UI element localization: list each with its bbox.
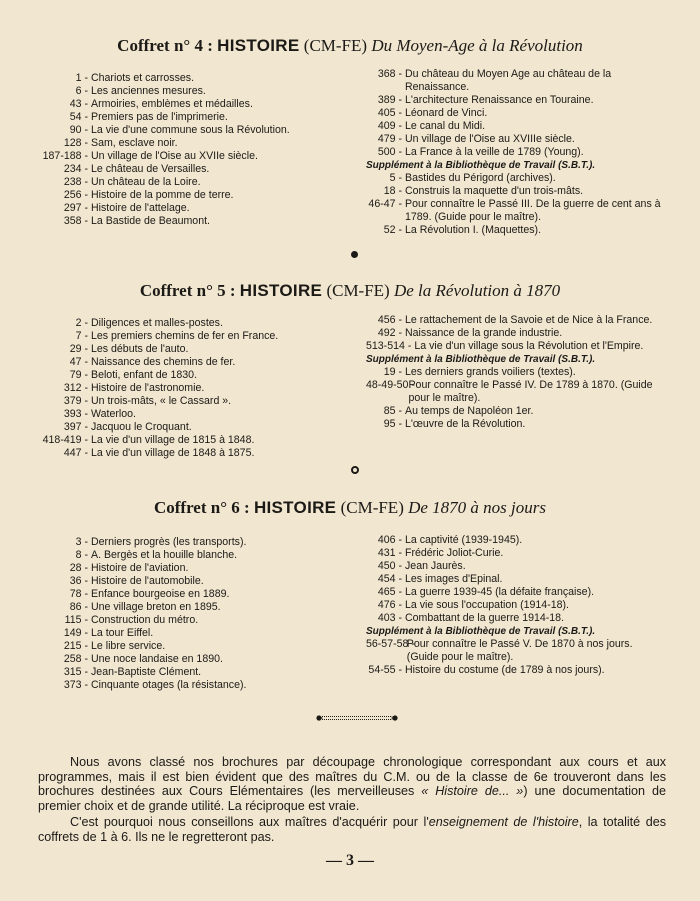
brochure-number: 500 -	[377, 146, 402, 158]
brochure-number: 215 -	[63, 640, 88, 652]
brochure-item	[366, 405, 666, 418]
brochure-number: 8 -	[75, 549, 88, 561]
brochure-number: 5 -	[389, 172, 402, 184]
brochure-number: 18 -	[383, 185, 402, 197]
paragraph-1-text: Nous avons classé nos brochures par découpage chronologique correspondant aux cours et aux programmes, mais il est bien évident que des maîtres du C.M. ou de la classe de 6e trouveront dans les brochures destinées aux Cours Elémentaires (les merveilleuses	[38, 755, 666, 799]
brochure-title: Combattant de la guerre 1914-18.	[405, 612, 565, 624]
brochure-item	[366, 599, 666, 612]
brochure-item	[366, 379, 666, 405]
brochure-number: 431 -	[377, 547, 402, 559]
brochure-title: Jacquou le Croquant.	[91, 421, 192, 433]
brochure-number: 3 -	[75, 536, 88, 548]
brochure-number: 1 -	[75, 72, 88, 84]
brochure-number: 54 -	[69, 111, 88, 123]
brochure-item	[42, 421, 332, 434]
supplement-label: Supplément à la Bibliothèque de Travail (S.B.T.).	[366, 354, 596, 365]
paragraph-1	[38, 755, 666, 813]
brochure-title: Bastides du Périgord (archives).	[405, 172, 556, 184]
brochure-item	[366, 327, 666, 340]
brochure-number: 389 -	[377, 94, 402, 106]
paragraph-2-text-end: , la totalité des coffrets de 1 à 6. Ils ne le regretteront pas.	[38, 815, 666, 844]
brochure-number: 28 -	[69, 562, 88, 574]
period-label: De 1870 à nos jours	[408, 498, 547, 517]
brochure-title: Un village de l'Oise au XVIIe siècle.	[91, 150, 258, 162]
supplement-heading	[366, 159, 666, 172]
brochure-item	[42, 202, 332, 215]
brochure-title: A. Bergès et la houille blanche.	[91, 549, 238, 561]
brochure-title: Pour connaître le Passé V. De 1870 à nos jours. (Guide pour le maître).	[406, 638, 633, 663]
brochure-item	[42, 150, 332, 163]
brochure-title: Histoire de l'automobile.	[91, 575, 204, 587]
brochure-item	[42, 382, 332, 395]
brochure-title: Le canal du Midi.	[405, 120, 486, 132]
brochure-item	[42, 98, 332, 111]
coffret-4-left-list	[42, 72, 332, 228]
brochure-number: 79 -	[69, 369, 88, 381]
section-bullet	[351, 251, 358, 258]
brochure-item	[42, 215, 332, 228]
ornament-divider	[316, 715, 398, 721]
brochure-number: 368 -	[377, 68, 402, 80]
paragraph-1-italic: « Histoire de... »	[421, 784, 524, 799]
brochure-number: 43 -	[69, 98, 88, 110]
subject-label: HISTOIRE	[253, 498, 337, 517]
brochure-number: 47 -	[69, 356, 88, 368]
brochure-title: La Révolution I. (Maquettes).	[405, 224, 542, 236]
brochure-number: 90 -	[69, 124, 88, 136]
brochure-number: 315 -	[63, 666, 88, 678]
brochure-title: Construis la maquette d'un trois-mâts.	[405, 185, 584, 197]
brochure-item	[366, 224, 666, 237]
brochure-title: La vie d'un village de 1815 à 1848.	[91, 434, 255, 446]
brochure-item	[42, 640, 332, 653]
brochure-title: Le rattachement de la Savoie et de Nice à la France.	[405, 314, 653, 326]
brochure-number: 36 -	[69, 575, 88, 587]
brochure-number: 54-55 -	[368, 664, 402, 676]
brochure-title: La captivité (1939-1945).	[405, 534, 523, 546]
brochure-number: 7 -	[75, 330, 88, 342]
brochure-item	[42, 614, 332, 627]
brochure-item	[42, 85, 332, 98]
brochure-item	[366, 68, 666, 94]
brochure-number: 476 -	[377, 599, 402, 611]
supplement-label: Supplément à la Bibliothèque de Travail (S.B.T.).	[366, 160, 596, 171]
brochure-item	[366, 340, 666, 353]
period-label: Du Moyen-Age à la Révolution	[371, 36, 583, 55]
brochure-item	[366, 107, 666, 120]
brochure-item	[42, 575, 332, 588]
brochure-title: Un village de l'Oise au XVIIIe siècle.	[405, 133, 575, 145]
brochure-number: 187-188 -	[42, 150, 88, 162]
coffret-6-heading	[0, 498, 700, 518]
brochure-title: L'œuvre de la Révolution.	[405, 418, 526, 430]
brochure-number: 56-57-58 -	[366, 638, 415, 650]
brochure-item	[366, 586, 666, 599]
brochure-item	[366, 664, 666, 677]
brochure-item	[42, 111, 332, 124]
brochure-item	[42, 395, 332, 408]
brochure-item	[366, 185, 666, 198]
brochure-number: 238 -	[63, 176, 88, 188]
brochure-number: 406 -	[377, 534, 402, 546]
coffret-5-left-list	[42, 317, 332, 460]
brochure-item	[366, 612, 666, 625]
brochure-number: 456 -	[377, 314, 402, 326]
brochure-title: Histoire du costume (de 1789 à nos jours).	[405, 664, 605, 676]
brochure-number: 358 -	[63, 215, 88, 227]
brochure-title: Derniers progrès (les transports).	[91, 536, 247, 548]
brochure-number: 297 -	[63, 202, 88, 214]
brochure-title: Histoire de la pomme de terre.	[91, 189, 234, 201]
brochure-number: 492 -	[377, 327, 402, 339]
brochure-title: Les images d'Epinal.	[405, 573, 503, 585]
coffret-4-right-list	[366, 68, 666, 237]
brochure-number: 450 -	[377, 560, 402, 572]
brochure-title: Du château du Moyen Age au château de la Renaissance.	[405, 68, 612, 93]
brochure-item	[42, 163, 332, 176]
brochure-item	[42, 549, 332, 562]
brochure-number: 447 -	[63, 447, 88, 459]
brochure-item	[42, 124, 332, 137]
brochure-number: 373 -	[63, 679, 88, 691]
brochure-item	[366, 120, 666, 133]
coffret-5-right-list	[366, 314, 666, 431]
brochure-title: Construction du métro.	[91, 614, 199, 626]
brochure-title: La vie d'un village de 1848 à 1875.	[91, 447, 255, 459]
brochure-item	[42, 317, 332, 330]
brochure-title: Le libre service.	[91, 640, 166, 652]
brochure-title: Premiers pas de l'imprimerie.	[91, 111, 228, 123]
brochure-item	[42, 189, 332, 202]
brochure-title: Histoire de l'attelage.	[91, 202, 190, 214]
brochure-number: 405 -	[377, 107, 402, 119]
brochure-title: Armoiries, emblèmes et médailles.	[91, 98, 253, 110]
paragraph-2-text: C'est pourquoi nous conseillons aux maîtres d'acquérir pour l'	[70, 815, 429, 829]
brochure-item	[366, 547, 666, 560]
brochure-item	[42, 343, 332, 356]
brochure-title: Histoire de l'aviation.	[91, 562, 189, 574]
coffret-label: Coffret n° 4 :	[117, 36, 213, 55]
brochure-number: 454 -	[377, 573, 402, 585]
brochure-number: 149 -	[63, 627, 88, 639]
brochure-item	[366, 133, 666, 146]
brochure-title: Les derniers grands voiliers (textes).	[405, 366, 576, 378]
brochure-item	[42, 536, 332, 549]
brochure-item	[42, 627, 332, 640]
brochure-number: 256 -	[63, 189, 88, 201]
brochure-number: 397 -	[63, 421, 88, 433]
brochure-number: 95 -	[383, 418, 402, 430]
brochure-number: 86 -	[69, 601, 88, 613]
page-number: — 3 —	[326, 852, 374, 869]
brochure-title: Sam, esclave noir.	[91, 137, 178, 149]
supplement-label: Supplément à la Bibliothèque de Travail (S.B.T.).	[366, 626, 596, 637]
brochure-title: Frédéric Joliot-Curie.	[405, 547, 504, 559]
brochure-number: 2 -	[75, 317, 88, 329]
brochure-item	[366, 314, 666, 327]
brochure-number: 312 -	[63, 382, 88, 394]
brochure-title: Chariots et carrosses.	[91, 72, 195, 84]
brochure-number: 379 -	[63, 395, 88, 407]
brochure-number: 403 -	[377, 612, 402, 624]
brochure-number: 29 -	[69, 343, 88, 355]
brochure-title: La vie d'un village sous la Révolution et l'Empire.	[414, 340, 644, 352]
subject-label: HISTOIRE	[217, 36, 300, 55]
brochure-title: Un château de la Loire.	[91, 176, 201, 188]
brochure-title: Les anciennes mesures.	[91, 85, 206, 97]
brochure-item	[42, 408, 332, 421]
brochure-number: 479 -	[377, 133, 402, 145]
brochure-title: Naissance de la grande industrie.	[405, 327, 563, 339]
brochure-title: Histoire de l'astronomie.	[91, 382, 205, 394]
brochure-title: La vie sous l'occupation (1914-18).	[405, 599, 569, 611]
brochure-number: 115 -	[64, 614, 88, 626]
period-label: De la Révolution à 1870	[393, 281, 561, 300]
brochure-item	[366, 573, 666, 586]
paragraph-1-text-end: ) une documentation de premier choix et de grande utilité. La réciproque est vraie.	[38, 784, 666, 813]
brochure-title: Waterloo.	[91, 408, 136, 420]
brochure-item	[42, 653, 332, 666]
brochure-title: L'architecture Renaissance en Touraine.	[405, 94, 594, 106]
brochure-title: Naissance des chemins de fer.	[91, 356, 236, 368]
brochure-item	[42, 176, 332, 189]
brochure-title: La Bastide de Beaumont.	[91, 215, 210, 227]
brochure-number: 258 -	[63, 653, 88, 665]
brochure-title: Les débuts de l'auto.	[91, 343, 189, 355]
brochure-number: 418-419 -	[42, 434, 88, 446]
brochure-item	[42, 588, 332, 601]
brochure-item	[42, 666, 332, 679]
brochure-number: 128 -	[63, 137, 88, 149]
brochure-title: Beloti, enfant de 1830.	[91, 369, 198, 381]
brochure-title: Un trois-mâts, « le Cassard ».	[91, 395, 232, 407]
brochure-item	[42, 447, 332, 460]
brochure-title: Une village breton en 1895.	[91, 601, 221, 613]
brochure-item	[42, 137, 332, 150]
brochure-item	[366, 534, 666, 547]
brochure-title: Diligences et malles-postes.	[91, 317, 223, 329]
brochure-title: Le château de Versailles.	[91, 163, 210, 175]
brochure-number: 393 -	[63, 408, 88, 420]
brochure-number: 19 -	[383, 366, 402, 378]
brochure-title: La tour Eiffel.	[91, 627, 154, 639]
brochure-title: Léonard de Vinci.	[405, 107, 488, 119]
brochure-item	[42, 679, 332, 692]
level-label: (CM-FE)	[326, 281, 390, 300]
coffret-5-heading	[0, 281, 700, 301]
brochure-item	[366, 560, 666, 573]
brochure-item	[42, 72, 332, 85]
brochure-item	[42, 562, 332, 575]
brochure-number: 409 -	[377, 120, 402, 132]
brochure-item	[366, 198, 666, 224]
paragraph-2	[38, 815, 666, 844]
level-label: (CM-FE)	[303, 36, 368, 55]
coffret-label: Coffret n° 6 :	[153, 498, 250, 517]
brochure-number: 78 -	[69, 588, 88, 600]
brochure-item	[366, 366, 666, 379]
paragraph-2-italic: enseignement de l'histoire	[428, 815, 579, 829]
subject-label: HISTOIRE	[239, 281, 323, 300]
brochure-item	[366, 94, 666, 107]
brochure-number: 465 -	[377, 586, 402, 598]
level-label: (CM-FE)	[340, 498, 404, 517]
brochure-number: 85 -	[383, 405, 402, 417]
brochure-item	[42, 601, 332, 614]
brochure-title: Jean-Baptiste Clément.	[91, 666, 202, 678]
coffret-label: Coffret n° 5 :	[139, 281, 236, 300]
brochure-number: 6 -	[75, 85, 88, 97]
brochure-title: Jean Jaurès.	[405, 560, 466, 572]
brochure-title: La France à la veille de 1789 (Young).	[405, 146, 584, 158]
brochure-title: Pour connaître le Passé IV. De 1789 à 1870. (Guide pour le maître).	[408, 379, 653, 404]
brochure-item	[366, 172, 666, 185]
supplement-heading	[366, 353, 666, 366]
brochure-title: Les premiers chemins de fer en France.	[91, 330, 279, 342]
coffret-4-heading	[0, 36, 700, 56]
brochure-title: Pour connaître le Passé III. De la guerre de cent ans à 1789. (Guide pour le maître).	[405, 198, 661, 223]
brochure-item	[42, 356, 332, 369]
brochure-title: La guerre 1939-45 (la défaite française).	[405, 586, 595, 598]
brochure-number: 513-514 -	[366, 340, 412, 352]
coffret-6-left-list	[42, 536, 332, 692]
brochure-title: Une noce landaise en 1890.	[91, 653, 223, 665]
brochure-title: Enfance bourgeoise en 1889.	[91, 588, 230, 600]
brochure-item	[366, 418, 666, 431]
brochure-item	[366, 638, 666, 664]
coffret-6-right-list	[366, 534, 666, 677]
brochure-number: 52 -	[383, 224, 402, 236]
brochure-number: 234 -	[63, 163, 88, 175]
brochure-number: 46-47 -	[368, 198, 402, 210]
supplement-heading	[366, 625, 666, 638]
brochure-number: 48-49-50 -	[366, 379, 415, 391]
section-bullet	[351, 466, 359, 474]
brochure-title: Cinquante otages (la résistance).	[91, 679, 247, 691]
brochure-title: Au temps de Napoléon 1er.	[405, 405, 534, 417]
brochure-item	[42, 369, 332, 382]
brochure-item	[42, 434, 332, 447]
brochure-item	[42, 330, 332, 343]
brochure-title: La vie d'une commune sous la Révolution.	[91, 124, 290, 136]
brochure-item	[366, 146, 666, 159]
